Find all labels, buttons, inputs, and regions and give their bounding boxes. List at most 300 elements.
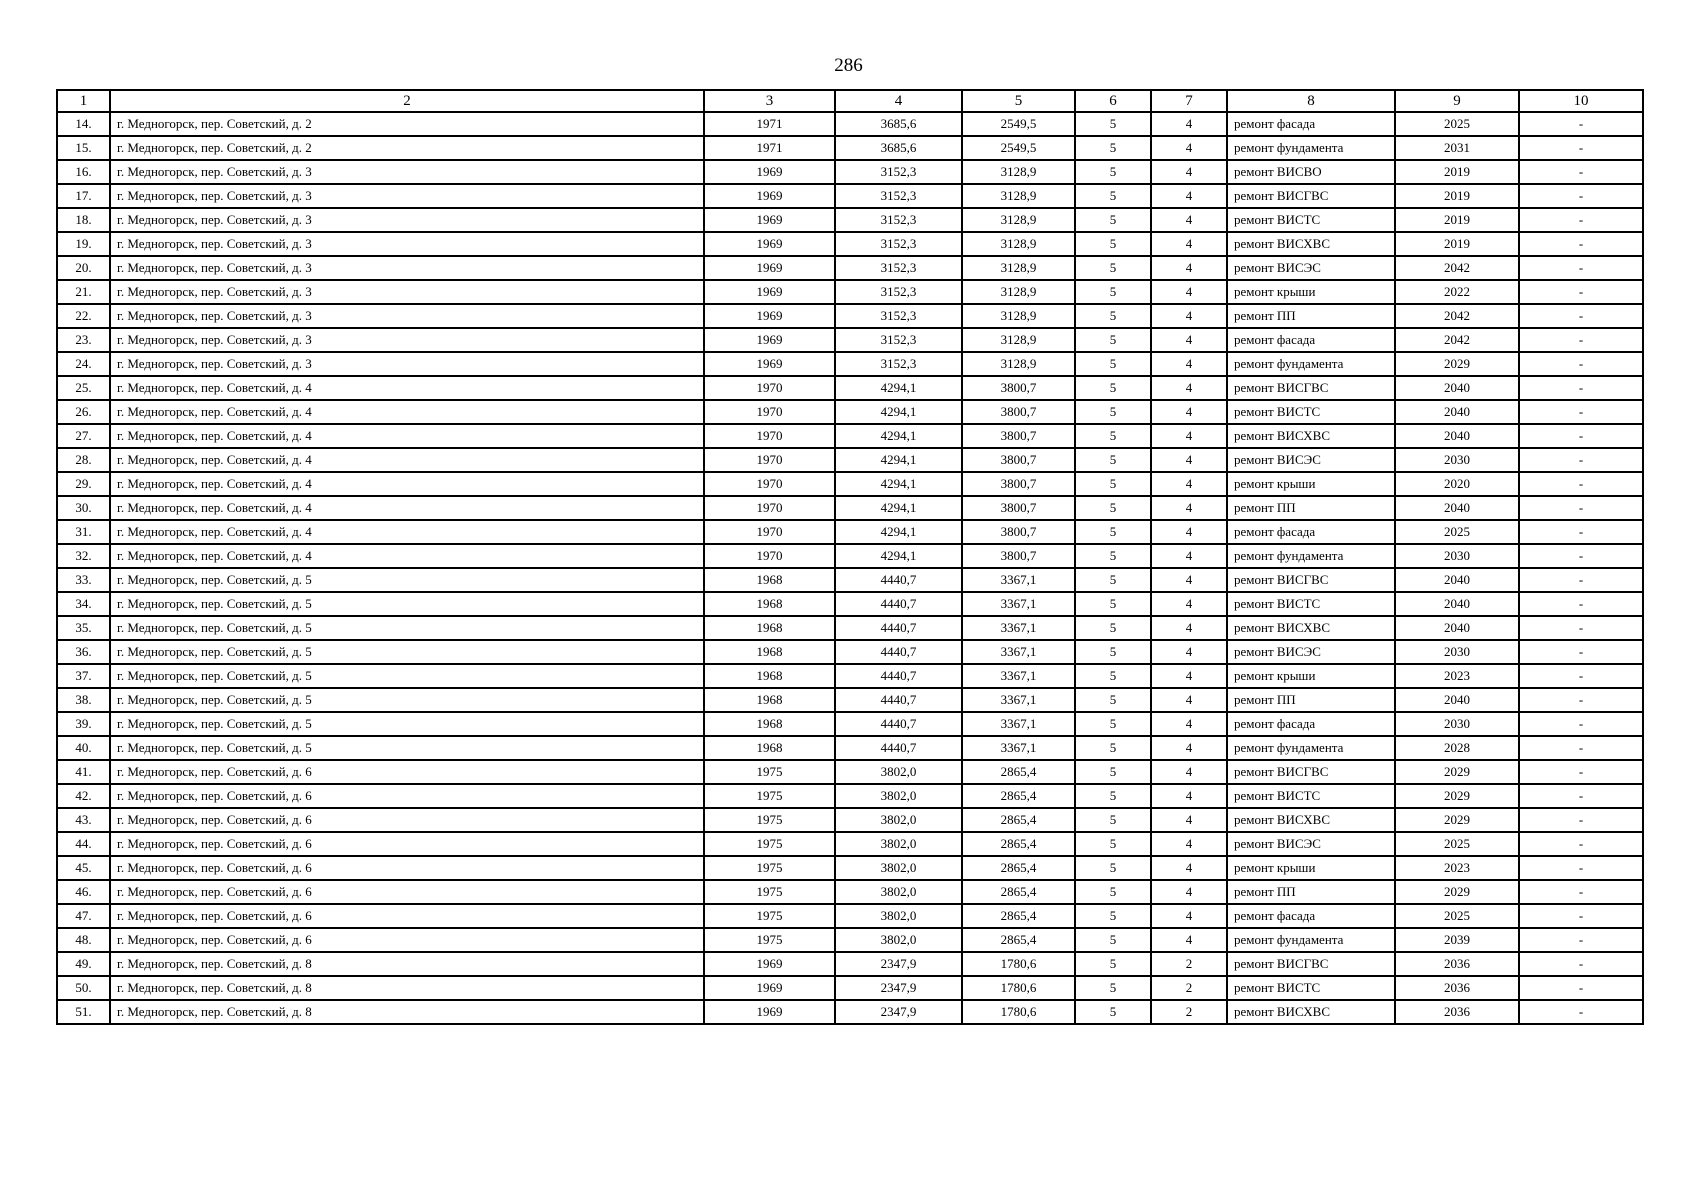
repair-schedule-table bbox=[56, 89, 1644, 1025]
cell-col-area-total: 4294,1 bbox=[835, 472, 962, 496]
cell-col-area-total: 4294,1 bbox=[835, 376, 962, 400]
cell-col-plan-year: 2039 bbox=[1395, 928, 1519, 952]
cell-col-work-type: ремонт фундамента bbox=[1227, 736, 1395, 760]
cell-col-area-living: 3128,9 bbox=[962, 208, 1075, 232]
cell-col-note: - bbox=[1519, 496, 1643, 520]
cell-col-floors: 5 bbox=[1075, 256, 1151, 280]
cell-col-number: 39. bbox=[57, 712, 110, 736]
cell-col-plan-year: 2029 bbox=[1395, 808, 1519, 832]
table-row bbox=[57, 352, 1643, 376]
cell-col-plan-year: 2025 bbox=[1395, 904, 1519, 928]
header-col-plan-year: 9 bbox=[1395, 90, 1519, 112]
cell-col-area-total: 3802,0 bbox=[835, 880, 962, 904]
cell-col-note: - bbox=[1519, 736, 1643, 760]
cell-col-note: - bbox=[1519, 232, 1643, 256]
header-col-area-total: 4 bbox=[835, 90, 962, 112]
table-row bbox=[57, 808, 1643, 832]
cell-col-year: 1975 bbox=[704, 808, 835, 832]
cell-col-plan-year: 2042 bbox=[1395, 304, 1519, 328]
cell-col-area-living: 2865,4 bbox=[962, 928, 1075, 952]
cell-col-year: 1968 bbox=[704, 640, 835, 664]
cell-col-work-type: ремонт ВИСЭС bbox=[1227, 832, 1395, 856]
cell-col-area-total: 4440,7 bbox=[835, 568, 962, 592]
cell-col-number: 35. bbox=[57, 616, 110, 640]
cell-col-address: г. Медногорск, пер. Советский, д. 4 bbox=[110, 376, 704, 400]
cell-col-work-type: ремонт ВИСХВС bbox=[1227, 232, 1395, 256]
table-row bbox=[57, 160, 1643, 184]
cell-col-entrances: 4 bbox=[1151, 544, 1227, 568]
cell-col-plan-year: 2040 bbox=[1395, 424, 1519, 448]
cell-col-year: 1971 bbox=[704, 136, 835, 160]
cell-col-floors: 5 bbox=[1075, 784, 1151, 808]
cell-col-year: 1975 bbox=[704, 928, 835, 952]
cell-col-floors: 5 bbox=[1075, 400, 1151, 424]
cell-col-entrances: 4 bbox=[1151, 640, 1227, 664]
cell-col-floors: 5 bbox=[1075, 664, 1151, 688]
cell-col-floors: 5 bbox=[1075, 352, 1151, 376]
cell-col-address: г. Медногорск, пер. Советский, д. 6 bbox=[110, 880, 704, 904]
header-row bbox=[57, 90, 1643, 112]
cell-col-floors: 5 bbox=[1075, 640, 1151, 664]
cell-col-address: г. Медногорск, пер. Советский, д. 4 bbox=[110, 472, 704, 496]
cell-col-address: г. Медногорск, пер. Советский, д. 8 bbox=[110, 976, 704, 1000]
cell-col-year: 1971 bbox=[704, 112, 835, 136]
cell-col-plan-year: 2023 bbox=[1395, 664, 1519, 688]
cell-col-number: 45. bbox=[57, 856, 110, 880]
cell-col-address: г. Медногорск, пер. Советский, д. 2 bbox=[110, 112, 704, 136]
cell-col-area-living: 3128,9 bbox=[962, 160, 1075, 184]
cell-col-work-type: ремонт крыши bbox=[1227, 856, 1395, 880]
cell-col-note: - bbox=[1519, 976, 1643, 1000]
cell-col-area-living: 3128,9 bbox=[962, 304, 1075, 328]
cell-col-address: г. Медногорск, пер. Советский, д. 8 bbox=[110, 1000, 704, 1024]
cell-col-entrances: 4 bbox=[1151, 856, 1227, 880]
cell-col-plan-year: 2019 bbox=[1395, 208, 1519, 232]
cell-col-plan-year: 2019 bbox=[1395, 232, 1519, 256]
cell-col-number: 38. bbox=[57, 688, 110, 712]
cell-col-number: 34. bbox=[57, 592, 110, 616]
cell-col-area-living: 3367,1 bbox=[962, 688, 1075, 712]
cell-col-floors: 5 bbox=[1075, 424, 1151, 448]
cell-col-entrances: 4 bbox=[1151, 208, 1227, 232]
cell-col-area-living: 3800,7 bbox=[962, 424, 1075, 448]
cell-col-area-total: 3802,0 bbox=[835, 760, 962, 784]
cell-col-number: 23. bbox=[57, 328, 110, 352]
cell-col-year: 1970 bbox=[704, 496, 835, 520]
table-body bbox=[57, 112, 1643, 1024]
cell-col-number: 33. bbox=[57, 568, 110, 592]
cell-col-number: 50. bbox=[57, 976, 110, 1000]
cell-col-area-total: 3152,3 bbox=[835, 352, 962, 376]
cell-col-year: 1975 bbox=[704, 880, 835, 904]
cell-col-floors: 5 bbox=[1075, 520, 1151, 544]
cell-col-year: 1968 bbox=[704, 664, 835, 688]
cell-col-note: - bbox=[1519, 160, 1643, 184]
table-header bbox=[57, 90, 1643, 112]
cell-col-number: 20. bbox=[57, 256, 110, 280]
cell-col-plan-year: 2040 bbox=[1395, 568, 1519, 592]
cell-col-work-type: ремонт фундамента bbox=[1227, 928, 1395, 952]
cell-col-area-living: 3800,7 bbox=[962, 472, 1075, 496]
cell-col-number: 29. bbox=[57, 472, 110, 496]
cell-col-work-type: ремонт фасада bbox=[1227, 520, 1395, 544]
cell-col-floors: 5 bbox=[1075, 976, 1151, 1000]
cell-col-work-type: ремонт фундамента bbox=[1227, 544, 1395, 568]
cell-col-plan-year: 2040 bbox=[1395, 616, 1519, 640]
cell-col-area-total: 4440,7 bbox=[835, 616, 962, 640]
cell-col-floors: 5 bbox=[1075, 856, 1151, 880]
cell-col-entrances: 4 bbox=[1151, 880, 1227, 904]
cell-col-floors: 5 bbox=[1075, 208, 1151, 232]
cell-col-area-living: 3800,7 bbox=[962, 400, 1075, 424]
cell-col-floors: 5 bbox=[1075, 280, 1151, 304]
table-row bbox=[57, 112, 1643, 136]
cell-col-year: 1969 bbox=[704, 976, 835, 1000]
cell-col-area-total: 3152,3 bbox=[835, 328, 962, 352]
cell-col-area-living: 2865,4 bbox=[962, 832, 1075, 856]
table-row bbox=[57, 760, 1643, 784]
cell-col-number: 14. bbox=[57, 112, 110, 136]
cell-col-address: г. Медногорск, пер. Советский, д. 6 bbox=[110, 784, 704, 808]
cell-col-year: 1969 bbox=[704, 232, 835, 256]
cell-col-number: 47. bbox=[57, 904, 110, 928]
cell-col-plan-year: 2030 bbox=[1395, 640, 1519, 664]
table-row bbox=[57, 400, 1643, 424]
table-row bbox=[57, 328, 1643, 352]
cell-col-number: 51. bbox=[57, 1000, 110, 1024]
cell-col-area-total: 3802,0 bbox=[835, 928, 962, 952]
cell-col-area-total: 4294,1 bbox=[835, 448, 962, 472]
table-row bbox=[57, 496, 1643, 520]
cell-col-entrances: 4 bbox=[1151, 616, 1227, 640]
cell-col-note: - bbox=[1519, 688, 1643, 712]
cell-col-work-type: ремонт фасада bbox=[1227, 112, 1395, 136]
cell-col-address: г. Медногорск, пер. Советский, д. 4 bbox=[110, 400, 704, 424]
cell-col-address: г. Медногорск, пер. Советский, д. 3 bbox=[110, 160, 704, 184]
cell-col-year: 1970 bbox=[704, 376, 835, 400]
cell-col-note: - bbox=[1519, 328, 1643, 352]
cell-col-number: 25. bbox=[57, 376, 110, 400]
cell-col-plan-year: 2029 bbox=[1395, 760, 1519, 784]
cell-col-plan-year: 2040 bbox=[1395, 400, 1519, 424]
cell-col-work-type: ремонт ВИСГВС bbox=[1227, 952, 1395, 976]
cell-col-note: - bbox=[1519, 808, 1643, 832]
cell-col-number: 44. bbox=[57, 832, 110, 856]
cell-col-area-total: 3152,3 bbox=[835, 280, 962, 304]
cell-col-plan-year: 2040 bbox=[1395, 496, 1519, 520]
cell-col-floors: 5 bbox=[1075, 544, 1151, 568]
cell-col-area-living: 2865,4 bbox=[962, 784, 1075, 808]
cell-col-address: г. Медногорск, пер. Советский, д. 3 bbox=[110, 328, 704, 352]
cell-col-work-type: ремонт ВИСТС bbox=[1227, 592, 1395, 616]
cell-col-area-living: 2865,4 bbox=[962, 808, 1075, 832]
cell-col-floors: 5 bbox=[1075, 592, 1151, 616]
table-row bbox=[57, 640, 1643, 664]
cell-col-area-total: 3152,3 bbox=[835, 256, 962, 280]
cell-col-address: г. Медногорск, пер. Советский, д. 5 bbox=[110, 736, 704, 760]
cell-col-note: - bbox=[1519, 568, 1643, 592]
cell-col-area-total: 3802,0 bbox=[835, 904, 962, 928]
cell-col-area-total: 2347,9 bbox=[835, 1000, 962, 1024]
cell-col-work-type: ремонт ВИСЭС bbox=[1227, 256, 1395, 280]
cell-col-year: 1975 bbox=[704, 784, 835, 808]
cell-col-note: - bbox=[1519, 760, 1643, 784]
cell-col-floors: 5 bbox=[1075, 184, 1151, 208]
cell-col-entrances: 4 bbox=[1151, 424, 1227, 448]
cell-col-address: г. Медногорск, пер. Советский, д. 3 bbox=[110, 256, 704, 280]
cell-col-plan-year: 2022 bbox=[1395, 280, 1519, 304]
cell-col-plan-year: 2031 bbox=[1395, 136, 1519, 160]
cell-col-note: - bbox=[1519, 664, 1643, 688]
cell-col-work-type: ремонт ВИСТС bbox=[1227, 208, 1395, 232]
cell-col-area-living: 3800,7 bbox=[962, 520, 1075, 544]
table-row bbox=[57, 592, 1643, 616]
cell-col-year: 1969 bbox=[704, 208, 835, 232]
cell-col-address: г. Медногорск, пер. Советский, д. 6 bbox=[110, 928, 704, 952]
cell-col-area-living: 3128,9 bbox=[962, 352, 1075, 376]
cell-col-note: - bbox=[1519, 856, 1643, 880]
cell-col-entrances: 4 bbox=[1151, 784, 1227, 808]
cell-col-year: 1968 bbox=[704, 688, 835, 712]
cell-col-number: 18. bbox=[57, 208, 110, 232]
cell-col-area-living: 2865,4 bbox=[962, 856, 1075, 880]
cell-col-plan-year: 2040 bbox=[1395, 592, 1519, 616]
cell-col-plan-year: 2036 bbox=[1395, 1000, 1519, 1024]
cell-col-address: г. Медногорск, пер. Советский, д. 4 bbox=[110, 544, 704, 568]
cell-col-plan-year: 2029 bbox=[1395, 880, 1519, 904]
cell-col-floors: 5 bbox=[1075, 136, 1151, 160]
cell-col-year: 1970 bbox=[704, 424, 835, 448]
cell-col-note: - bbox=[1519, 448, 1643, 472]
cell-col-number: 24. bbox=[57, 352, 110, 376]
cell-col-note: - bbox=[1519, 832, 1643, 856]
cell-col-number: 28. bbox=[57, 448, 110, 472]
cell-col-work-type: ремонт ВИСГВС bbox=[1227, 184, 1395, 208]
cell-col-plan-year: 2020 bbox=[1395, 472, 1519, 496]
cell-col-year: 1968 bbox=[704, 568, 835, 592]
cell-col-work-type: ремонт фундамента bbox=[1227, 352, 1395, 376]
cell-col-floors: 5 bbox=[1075, 1000, 1151, 1024]
cell-col-area-living: 2865,4 bbox=[962, 760, 1075, 784]
cell-col-entrances: 4 bbox=[1151, 160, 1227, 184]
cell-col-note: - bbox=[1519, 880, 1643, 904]
cell-col-floors: 5 bbox=[1075, 904, 1151, 928]
cell-col-note: - bbox=[1519, 640, 1643, 664]
cell-col-area-living: 2549,5 bbox=[962, 112, 1075, 136]
cell-col-area-living: 2865,4 bbox=[962, 880, 1075, 904]
cell-col-address: г. Медногорск, пер. Советский, д. 4 bbox=[110, 520, 704, 544]
cell-col-area-total: 3802,0 bbox=[835, 832, 962, 856]
cell-col-area-total: 4294,1 bbox=[835, 520, 962, 544]
cell-col-area-total: 3685,6 bbox=[835, 136, 962, 160]
cell-col-year: 1969 bbox=[704, 256, 835, 280]
cell-col-work-type: ремонт фасада bbox=[1227, 712, 1395, 736]
cell-col-number: 27. bbox=[57, 424, 110, 448]
cell-col-work-type: ремонт ВИСТС bbox=[1227, 400, 1395, 424]
table-row bbox=[57, 568, 1643, 592]
cell-col-entrances: 4 bbox=[1151, 736, 1227, 760]
cell-col-work-type: ремонт ВИСХВС bbox=[1227, 1000, 1395, 1024]
cell-col-address: г. Медногорск, пер. Советский, д. 5 bbox=[110, 640, 704, 664]
cell-col-area-total: 4294,1 bbox=[835, 544, 962, 568]
cell-col-note: - bbox=[1519, 904, 1643, 928]
cell-col-area-total: 4294,1 bbox=[835, 400, 962, 424]
cell-col-year: 1975 bbox=[704, 760, 835, 784]
cell-col-plan-year: 2025 bbox=[1395, 520, 1519, 544]
cell-col-work-type: ремонт ВИСГВС bbox=[1227, 760, 1395, 784]
cell-col-entrances: 4 bbox=[1151, 904, 1227, 928]
cell-col-area-living: 3367,1 bbox=[962, 616, 1075, 640]
cell-col-area-total: 2347,9 bbox=[835, 976, 962, 1000]
cell-col-plan-year: 2028 bbox=[1395, 736, 1519, 760]
cell-col-address: г. Медногорск, пер. Советский, д. 4 bbox=[110, 448, 704, 472]
cell-col-work-type: ремонт ВИСГВС bbox=[1227, 568, 1395, 592]
cell-col-year: 1968 bbox=[704, 736, 835, 760]
cell-col-year: 1969 bbox=[704, 328, 835, 352]
cell-col-number: 46. bbox=[57, 880, 110, 904]
cell-col-work-type: ремонт ВИСЭС bbox=[1227, 640, 1395, 664]
cell-col-entrances: 4 bbox=[1151, 184, 1227, 208]
table-row bbox=[57, 472, 1643, 496]
cell-col-note: - bbox=[1519, 280, 1643, 304]
cell-col-year: 1970 bbox=[704, 448, 835, 472]
cell-col-year: 1969 bbox=[704, 952, 835, 976]
cell-col-entrances: 4 bbox=[1151, 136, 1227, 160]
cell-col-entrances: 4 bbox=[1151, 400, 1227, 424]
cell-col-entrances: 4 bbox=[1151, 688, 1227, 712]
header-col-address: 2 bbox=[110, 90, 704, 112]
cell-col-entrances: 4 bbox=[1151, 256, 1227, 280]
cell-col-address: г. Медногорск, пер. Советский, д. 5 bbox=[110, 568, 704, 592]
cell-col-note: - bbox=[1519, 472, 1643, 496]
cell-col-entrances: 2 bbox=[1151, 952, 1227, 976]
cell-col-plan-year: 2025 bbox=[1395, 832, 1519, 856]
cell-col-floors: 5 bbox=[1075, 376, 1151, 400]
header-col-floors: 6 bbox=[1075, 90, 1151, 112]
cell-col-area-total: 4440,7 bbox=[835, 688, 962, 712]
cell-col-note: - bbox=[1519, 712, 1643, 736]
cell-col-area-living: 1780,6 bbox=[962, 1000, 1075, 1024]
cell-col-number: 48. bbox=[57, 928, 110, 952]
cell-col-entrances: 4 bbox=[1151, 112, 1227, 136]
cell-col-plan-year: 2029 bbox=[1395, 784, 1519, 808]
cell-col-address: г. Медногорск, пер. Советский, д. 8 bbox=[110, 952, 704, 976]
cell-col-number: 30. bbox=[57, 496, 110, 520]
cell-col-year: 1969 bbox=[704, 352, 835, 376]
cell-col-work-type: ремонт фасада bbox=[1227, 904, 1395, 928]
cell-col-floors: 5 bbox=[1075, 616, 1151, 640]
cell-col-number: 16. bbox=[57, 160, 110, 184]
table-row bbox=[57, 280, 1643, 304]
cell-col-address: г. Медногорск, пер. Советский, д. 3 bbox=[110, 280, 704, 304]
cell-col-year: 1969 bbox=[704, 184, 835, 208]
cell-col-floors: 5 bbox=[1075, 736, 1151, 760]
cell-col-entrances: 4 bbox=[1151, 592, 1227, 616]
cell-col-address: г. Медногорск, пер. Советский, д. 3 bbox=[110, 232, 704, 256]
cell-col-number: 21. bbox=[57, 280, 110, 304]
cell-col-year: 1975 bbox=[704, 856, 835, 880]
table-row bbox=[57, 448, 1643, 472]
cell-col-area-living: 3800,7 bbox=[962, 544, 1075, 568]
cell-col-floors: 5 bbox=[1075, 568, 1151, 592]
cell-col-entrances: 4 bbox=[1151, 568, 1227, 592]
table-row bbox=[57, 544, 1643, 568]
cell-col-year: 1970 bbox=[704, 544, 835, 568]
cell-col-work-type: ремонт ВИСГВС bbox=[1227, 376, 1395, 400]
cell-col-area-living: 1780,6 bbox=[962, 976, 1075, 1000]
table-row bbox=[57, 616, 1643, 640]
cell-col-area-total: 3802,0 bbox=[835, 784, 962, 808]
cell-col-work-type: ремонт ВИСХВС bbox=[1227, 616, 1395, 640]
header-col-number: 1 bbox=[57, 90, 110, 112]
table-row bbox=[57, 880, 1643, 904]
cell-col-floors: 5 bbox=[1075, 688, 1151, 712]
cell-col-floors: 5 bbox=[1075, 952, 1151, 976]
header-col-entrances: 7 bbox=[1151, 90, 1227, 112]
cell-col-address: г. Медногорск, пер. Советский, д. 5 bbox=[110, 688, 704, 712]
cell-col-address: г. Медногорск, пер. Советский, д. 5 bbox=[110, 712, 704, 736]
table-row bbox=[57, 904, 1643, 928]
cell-col-work-type: ремонт ПП bbox=[1227, 880, 1395, 904]
cell-col-entrances: 4 bbox=[1151, 280, 1227, 304]
cell-col-year: 1970 bbox=[704, 520, 835, 544]
cell-col-note: - bbox=[1519, 952, 1643, 976]
cell-col-area-total: 4440,7 bbox=[835, 712, 962, 736]
cell-col-note: - bbox=[1519, 592, 1643, 616]
cell-col-entrances: 4 bbox=[1151, 664, 1227, 688]
cell-col-note: - bbox=[1519, 208, 1643, 232]
table-row bbox=[57, 304, 1643, 328]
cell-col-area-total: 3152,3 bbox=[835, 160, 962, 184]
cell-col-work-type: ремонт ВИСЭС bbox=[1227, 448, 1395, 472]
cell-col-number: 37. bbox=[57, 664, 110, 688]
cell-col-area-total: 2347,9 bbox=[835, 952, 962, 976]
cell-col-work-type: ремонт ПП bbox=[1227, 496, 1395, 520]
cell-col-address: г. Медногорск, пер. Советский, д. 6 bbox=[110, 808, 704, 832]
cell-col-number: 41. bbox=[57, 760, 110, 784]
table-row bbox=[57, 376, 1643, 400]
cell-col-work-type: ремонт ВИСТС bbox=[1227, 976, 1395, 1000]
cell-col-floors: 5 bbox=[1075, 808, 1151, 832]
table-row bbox=[57, 976, 1643, 1000]
cell-col-floors: 5 bbox=[1075, 928, 1151, 952]
cell-col-entrances: 4 bbox=[1151, 808, 1227, 832]
cell-col-note: - bbox=[1519, 616, 1643, 640]
cell-col-area-total: 4440,7 bbox=[835, 736, 962, 760]
cell-col-area-living: 3367,1 bbox=[962, 568, 1075, 592]
cell-col-area-living: 3367,1 bbox=[962, 736, 1075, 760]
cell-col-area-living: 3367,1 bbox=[962, 664, 1075, 688]
cell-col-note: - bbox=[1519, 520, 1643, 544]
cell-col-number: 49. bbox=[57, 952, 110, 976]
cell-col-entrances: 4 bbox=[1151, 328, 1227, 352]
cell-col-address: г. Медногорск, пер. Советский, д. 6 bbox=[110, 832, 704, 856]
cell-col-number: 32. bbox=[57, 544, 110, 568]
cell-col-plan-year: 2042 bbox=[1395, 256, 1519, 280]
cell-col-number: 15. bbox=[57, 136, 110, 160]
cell-col-plan-year: 2030 bbox=[1395, 448, 1519, 472]
cell-col-work-type: ремонт ВИСТС bbox=[1227, 784, 1395, 808]
cell-col-address: г. Медногорск, пер. Советский, д. 4 bbox=[110, 496, 704, 520]
cell-col-address: г. Медногорск, пер. Советский, д. 6 bbox=[110, 856, 704, 880]
cell-col-area-total: 4440,7 bbox=[835, 640, 962, 664]
cell-col-plan-year: 2030 bbox=[1395, 712, 1519, 736]
header-col-note: 10 bbox=[1519, 90, 1643, 112]
cell-col-work-type: ремонт ВИСХВС bbox=[1227, 424, 1395, 448]
cell-col-year: 1968 bbox=[704, 616, 835, 640]
cell-col-year: 1968 bbox=[704, 712, 835, 736]
table-row bbox=[57, 424, 1643, 448]
